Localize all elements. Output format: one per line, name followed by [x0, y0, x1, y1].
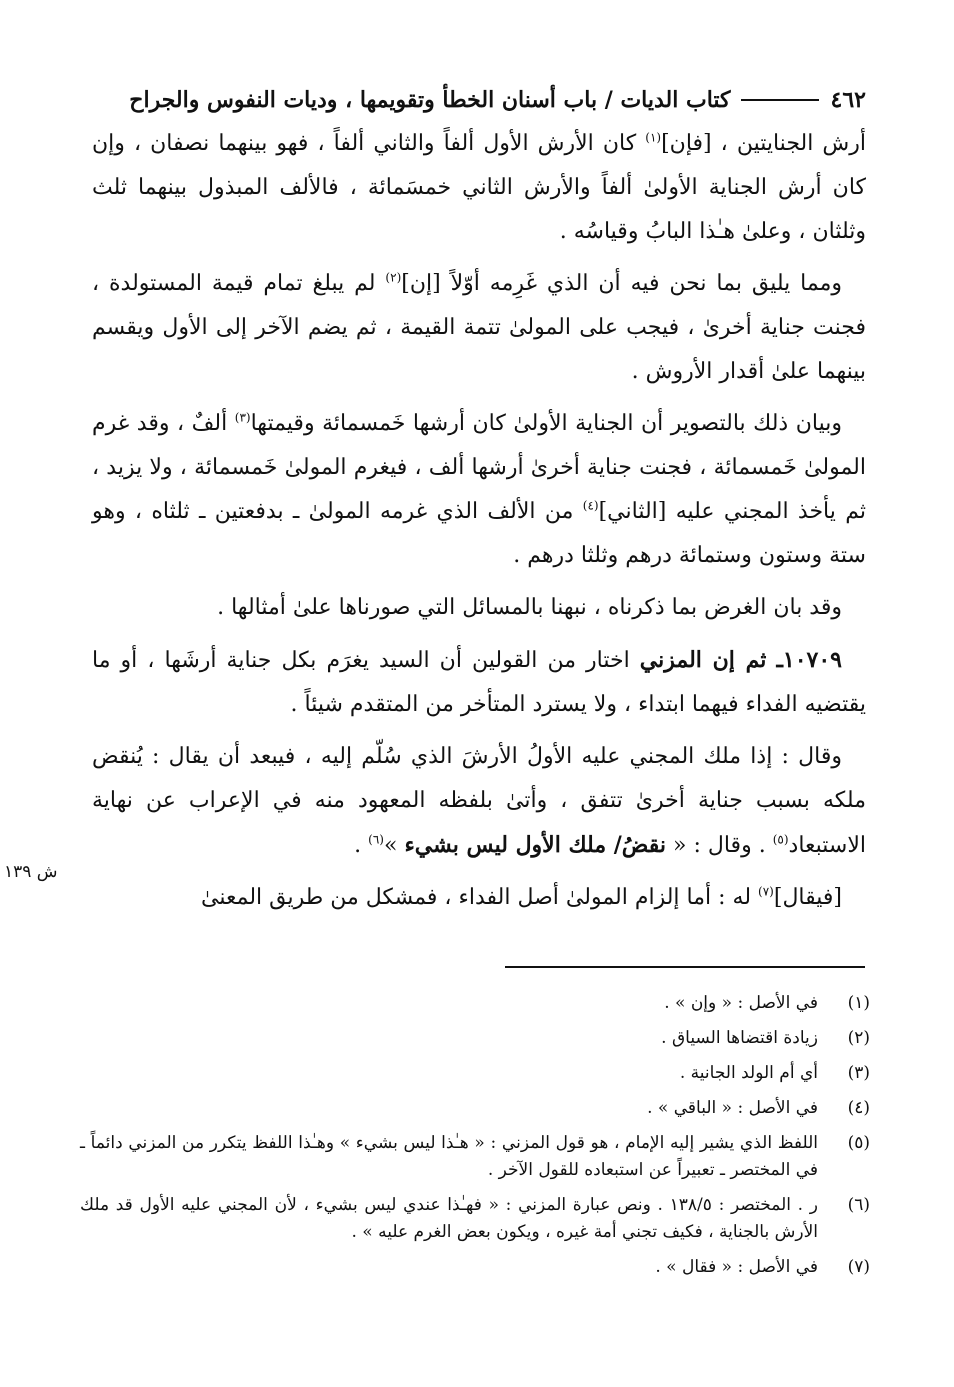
footnote — [80, 1095, 870, 1122]
footnote-ref: (٦) — [368, 832, 384, 847]
text-run: وبيان ذلك بالتصوير أن الجناية الأولىٰ كان أرشها خَمسمائة وقيمتها — [250, 411, 842, 436]
footnote-number: (٥) — [847, 1133, 870, 1153]
section-number: ١٠٧٠٩ـ — [776, 647, 842, 673]
footnote-separator — [505, 966, 865, 968]
paragraph — [92, 262, 866, 394]
footnote-number: (٣) — [847, 1063, 870, 1083]
footnote — [80, 1025, 870, 1052]
section-paragraph — [92, 638, 866, 727]
quoted-text: نقضُ/ ملك الأول ليس بشيء — [404, 832, 667, 858]
text-run: اختار من القولين أن السيد يغرَم بكل جناية أرشَها ، أو ما يقتضيه الفداء فيهما ابتداء ، ولا يسترد المتأخر من المتقدم شيئاً . — [92, 648, 866, 717]
footnote-ref: (٣) — [234, 410, 251, 425]
footnote-text: زيادة اقتضاها السياق . — [661, 1028, 818, 1048]
header-title: كتاب الديات / باب أسنان الخطأ وتقويمها ، وديات النفوس والجراح — [129, 87, 731, 113]
running-header — [92, 80, 866, 120]
text-run: له : أما إلزام المولىٰ أصل الفداء ، فمشكل من طريق المعنىٰ — [201, 885, 759, 910]
text-run: » — [383, 833, 405, 858]
footnotes — [80, 990, 870, 1289]
footnote-ref: (٢) — [385, 270, 402, 285]
footnote-text: في الأصل : « الباقي » . — [647, 1098, 818, 1118]
footnote-ref: (٤) — [582, 498, 599, 513]
page-number: ٤٦٢ — [830, 87, 866, 113]
text-run: كان الأرش الأول ألفاً والثاني ألفاً ، فهو بينهما نصفان ، وإن كان أرش الجناية الأولىٰ ألفاً والأرش الثاني خمسَمائة ، فالألف المبذول بينهما ثلث وثلثان ، وعلىٰ هـٰذا البابُ وقياسُه . — [92, 131, 866, 244]
text-run: ألفٌ ، وقد غرم المولىٰ خَمسمائة ، فجنت جناية أخرىٰ أرشها ألف ، فيغرم المولىٰ خَمسمائة ، ولا يزيد ، ثم يأخذ المجني عليه [الثاني] — [92, 411, 866, 524]
footnote-text: ر . المختصر : ١٣٨/٥ . ونص عبارة المزني : « فهـٰذا عندي ليس بشيء ، لأن المجني عليه الأول قد ملك الأرش بالجناية ، فكيف تجني أمة غيره ، ويكون بعض الغرم عليه » . — [80, 1195, 818, 1242]
footnote — [80, 1060, 870, 1087]
main-text — [92, 122, 866, 928]
footnote — [80, 1130, 870, 1184]
header-rule — [741, 99, 819, 101]
paragraph — [92, 122, 866, 254]
section-lead: ثم إن المزني — [639, 647, 767, 673]
text-run: . — [354, 833, 369, 858]
footnote — [80, 1192, 870, 1246]
footnote — [80, 990, 870, 1017]
text-run: أرش الجنايتين ، [فإن] — [661, 131, 866, 156]
footnote-ref: (٧) — [758, 884, 774, 899]
paragraph — [92, 402, 866, 578]
paragraph — [92, 586, 866, 630]
manuscript-folio-note: ش ١٣٩ — [4, 862, 58, 882]
footnote-number: (٢) — [847, 1028, 870, 1048]
text-run: من الألف الذي غرمه المولىٰ ـ بدفعتين ـ ثلثاه ، وهو ستة وستون وستمائة درهم وثلثا درهم . — [92, 499, 866, 568]
footnote-number: (١) — [847, 993, 870, 1013]
footnote-number: (٤) — [847, 1098, 870, 1118]
paragraph — [92, 735, 866, 868]
footnote-ref: (٥) — [772, 832, 789, 847]
text-run: وقال : إذا ملك المجني عليه الأولُ الأرشَ الذي سُلّم إليه ، فيبعد أن يقال : يُنقض ملكه بسبب جناية أخرىٰ تتفق ، وأتىٰ بلفظه المعهود منه في الإعراب عن نهاية الاستبعاد — [92, 744, 866, 858]
footnote-number: (٧) — [847, 1257, 870, 1277]
footnote — [80, 1254, 870, 1281]
text-run: لم يبلغ تمام قيمة المستولدة ، فجنت جناية أخرىٰ ، فيجب على المولىٰ تتمة القيمة ، ثم يضم الآخر إلى الأول ويقسم بينهما علىٰ أقدار الأروش . — [92, 271, 866, 384]
footnote-text: في الأصل : « وإن » . — [664, 993, 818, 1013]
footnote-text: في الأصل : « فقال » . — [655, 1257, 818, 1277]
footnote-text: أي أم الولد الجانية . — [679, 1063, 818, 1083]
text-run: [فيقال] — [773, 885, 842, 910]
paragraph — [92, 876, 866, 920]
text-run: وقد بان الغرض بما ذكرناه ، نبهنا بالمسائل التي صورناها علىٰ أمثالها . — [217, 595, 842, 620]
text-run: ومما يليق بما نحن فيه أن الذي غَرِمه أوّلاً [إن] — [401, 271, 842, 296]
text-run: . وقال : « — [666, 833, 773, 858]
footnote-ref: (١) — [645, 130, 662, 145]
footnote-number: (٦) — [847, 1195, 870, 1215]
footnote-text: اللفظ الذي يشير إليه الإمام ، هو قول المزني : « هـٰذا ليس بشيء » وهـٰذا اللفظ يتكرر من المزني دائماً ـ في المختصر ـ تعبيراً عن استبعاده للقول الآخر . — [80, 1133, 818, 1180]
